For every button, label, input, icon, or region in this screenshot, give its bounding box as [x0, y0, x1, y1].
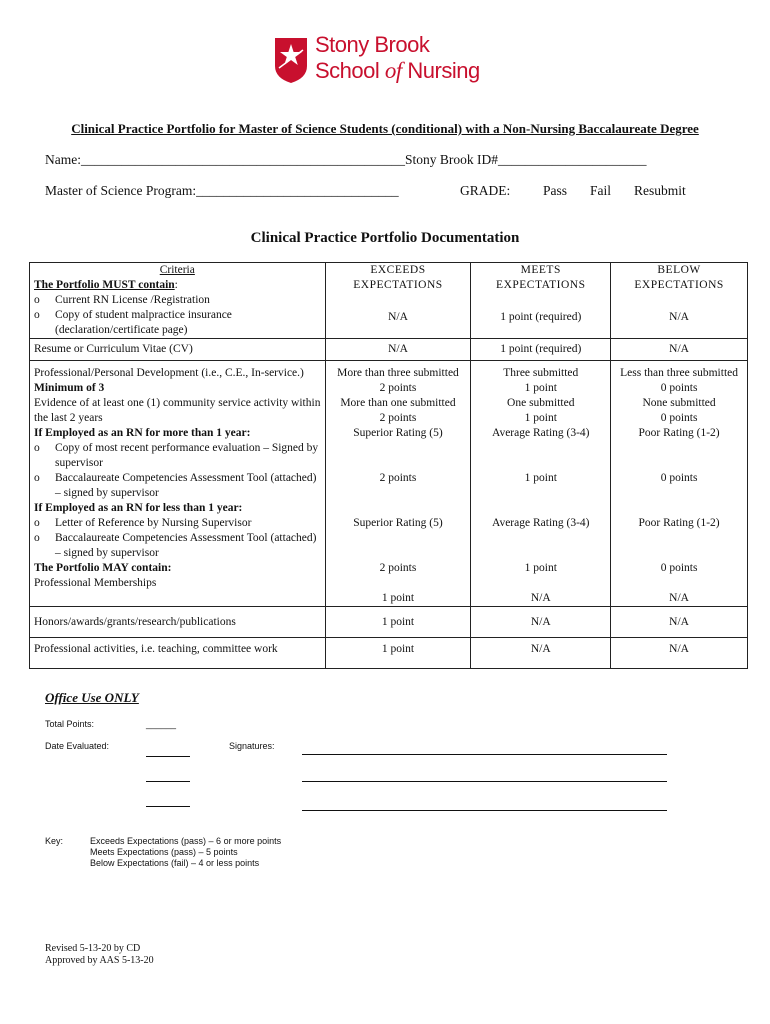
grade-fail[interactable]: Fail — [590, 183, 612, 198]
signature-field-1[interactable] — [302, 754, 667, 755]
portfolio-detail-cell — [30, 361, 326, 607]
cell-value: 1 point — [381, 592, 415, 604]
list-item: o Baccalaureate Competencies Assessment Tool (attached) – signed by supervisor — [34, 472, 317, 499]
below-cell — [611, 263, 748, 339]
list-item: o Copy of student malpractice insurance (declaration/certificate page) — [34, 309, 232, 336]
cell-value: 2 points — [379, 412, 417, 424]
cell-value: Average Rating (3-4) — [492, 517, 590, 529]
criteria-header: Criteria — [159, 264, 195, 276]
resume-label: Resume or Curriculum Vitae (CV) — [30, 339, 326, 361]
cell-value: More than one submitted — [340, 397, 456, 409]
date-field-3[interactable] — [146, 806, 190, 807]
table-row — [30, 339, 748, 361]
employed-less-label: If Employed as an RN for less than 1 year: — [34, 502, 243, 514]
table-row — [30, 263, 748, 339]
below-cell — [611, 361, 748, 607]
cell-value: Poor Rating (1-2) — [638, 517, 720, 529]
cell-value: 0 points — [660, 382, 698, 394]
cell-value: 1 point — [325, 638, 471, 669]
key-line: Below Expectations (fail) – 4 or less points — [90, 858, 260, 868]
cell-value: 2 points — [379, 472, 417, 484]
signature-field-2[interactable] — [302, 781, 667, 782]
cell-value: 1 point — [524, 382, 557, 394]
total-points-field[interactable]: ______ — [146, 719, 177, 729]
prof-dev-label: Professional/Personal Development (i.e., C.E., In-service.) Minimum of 3 — [34, 367, 304, 394]
cell-value: N/A — [471, 607, 611, 638]
may-row-label: Professional activities, i.e. teaching, committee work — [30, 638, 326, 669]
exceeds-header: EXCEEDS EXPECTATIONS — [353, 264, 443, 291]
date-evaluated-label: Date Evaluated: — [45, 741, 110, 751]
cell-value: 1 point (required) — [471, 339, 611, 361]
cell-value: N/A — [388, 311, 408, 323]
cell-value: 1 point — [524, 412, 557, 424]
community-label: Evidence of at least one (1) community service activity within the last 2 years — [34, 397, 321, 424]
approved-note: Approved by AAS 5-13-20 — [45, 955, 154, 966]
cell-value: More than three submitted — [337, 367, 459, 379]
may-row-label: Honors/awards/grants/research/publications — [30, 607, 326, 638]
list-item: o Baccalaureate Competencies Assessment Tool (attached) – signed by supervisor — [34, 532, 317, 559]
may-contain-label: The Portfolio MAY contain: — [34, 562, 172, 574]
office-use-title: Office Use ONLY — [45, 690, 139, 705]
must-contain-label: The Portfolio MUST contain: — [34, 279, 178, 291]
table-row — [30, 638, 748, 669]
list-item: o Letter of Reference by Nursing Supervisor — [34, 517, 252, 529]
form-heading: Clinical Practice Portfolio for Master of Science Students (conditional) with a Non-Nursing Baccalaureate Degree — [71, 121, 699, 136]
documentation-title: Clinical Practice Portfolio Documentation — [250, 230, 520, 246]
cell-value: 1 point — [325, 607, 471, 638]
cell-value: N/A — [325, 339, 471, 361]
signature-field-3[interactable] — [302, 810, 667, 811]
cell-value: 0 points — [660, 412, 698, 424]
criteria-table — [29, 262, 748, 669]
below-header: BELOW EXPECTATIONS — [634, 264, 724, 291]
criteria-cell — [30, 263, 326, 339]
cell-value: 2 points — [379, 382, 417, 394]
meets-cell — [471, 361, 611, 607]
star-shield-icon — [273, 36, 309, 84]
meets-cell — [471, 263, 611, 339]
cell-value: Three submitted — [503, 367, 579, 379]
date-field-1[interactable] — [146, 756, 190, 757]
program-line[interactable]: Master of Science Program:______________________________ — [45, 183, 399, 198]
cell-value: 1 point — [524, 562, 557, 574]
date-field-2[interactable] — [146, 781, 190, 782]
key-line: Exceeds Expectations (pass) – 6 or more points — [90, 836, 282, 846]
stony-brook-logo — [273, 32, 480, 98]
key-legend — [90, 836, 281, 869]
table-row — [30, 361, 748, 607]
total-points-label: Total Points: — [45, 719, 95, 729]
cell-value: 0 points — [660, 562, 698, 574]
key-line: Meets Expectations (pass) – 5 points — [90, 847, 238, 857]
cell-value: 1 point (required) — [500, 311, 582, 323]
cell-value: N/A — [611, 638, 748, 669]
list-item: o Current RN License /Registration — [34, 294, 210, 306]
table-row — [30, 607, 748, 638]
may-row-label: Professional Memberships — [34, 577, 157, 589]
exceeds-cell — [325, 361, 471, 607]
employed-more-label: If Employed as an RN for more than 1 year: — [34, 427, 251, 439]
cell-value: 2 points — [379, 562, 417, 574]
logo-line-2: School of Nursing — [315, 58, 480, 83]
grade-label: GRADE: — [460, 183, 511, 198]
cell-value: None submitted — [642, 397, 716, 409]
cell-value: N/A — [530, 592, 551, 604]
cell-value: 1 point — [524, 472, 557, 484]
logo-line-1: Stony Brook — [315, 32, 430, 57]
cell-value: N/A — [669, 311, 689, 323]
key-label: Key: — [45, 836, 64, 846]
cell-value: 0 points — [660, 472, 698, 484]
cell-value: N/A — [611, 607, 748, 638]
cell-value: N/A — [471, 638, 611, 669]
name-id-line[interactable]: Name:________________________________________________Stony Brook ID#______________________ — [45, 152, 647, 167]
cell-value: One submitted — [507, 397, 575, 409]
grade-pass[interactable]: Pass — [543, 183, 568, 198]
cell-value: Less than three submitted — [620, 367, 738, 379]
meets-header: MEETS EXPECTATIONS — [496, 264, 586, 291]
cell-value: Superior Rating (5) — [353, 427, 443, 439]
list-item: o Copy of most recent performance evaluation – Signed by supervisor — [34, 442, 319, 469]
cell-value: Average Rating (3-4) — [492, 427, 590, 439]
exceeds-cell — [325, 263, 471, 339]
cell-value: N/A — [669, 592, 689, 604]
cell-value: Poor Rating (1-2) — [638, 427, 720, 439]
signatures-label: Signatures: — [229, 741, 275, 751]
cell-value: N/A — [611, 339, 748, 361]
cell-value: Superior Rating (5) — [353, 517, 443, 529]
revised-note: Revised 5-13-20 by CD — [45, 943, 141, 954]
grade-resubmit[interactable]: Resubmit — [634, 183, 686, 198]
